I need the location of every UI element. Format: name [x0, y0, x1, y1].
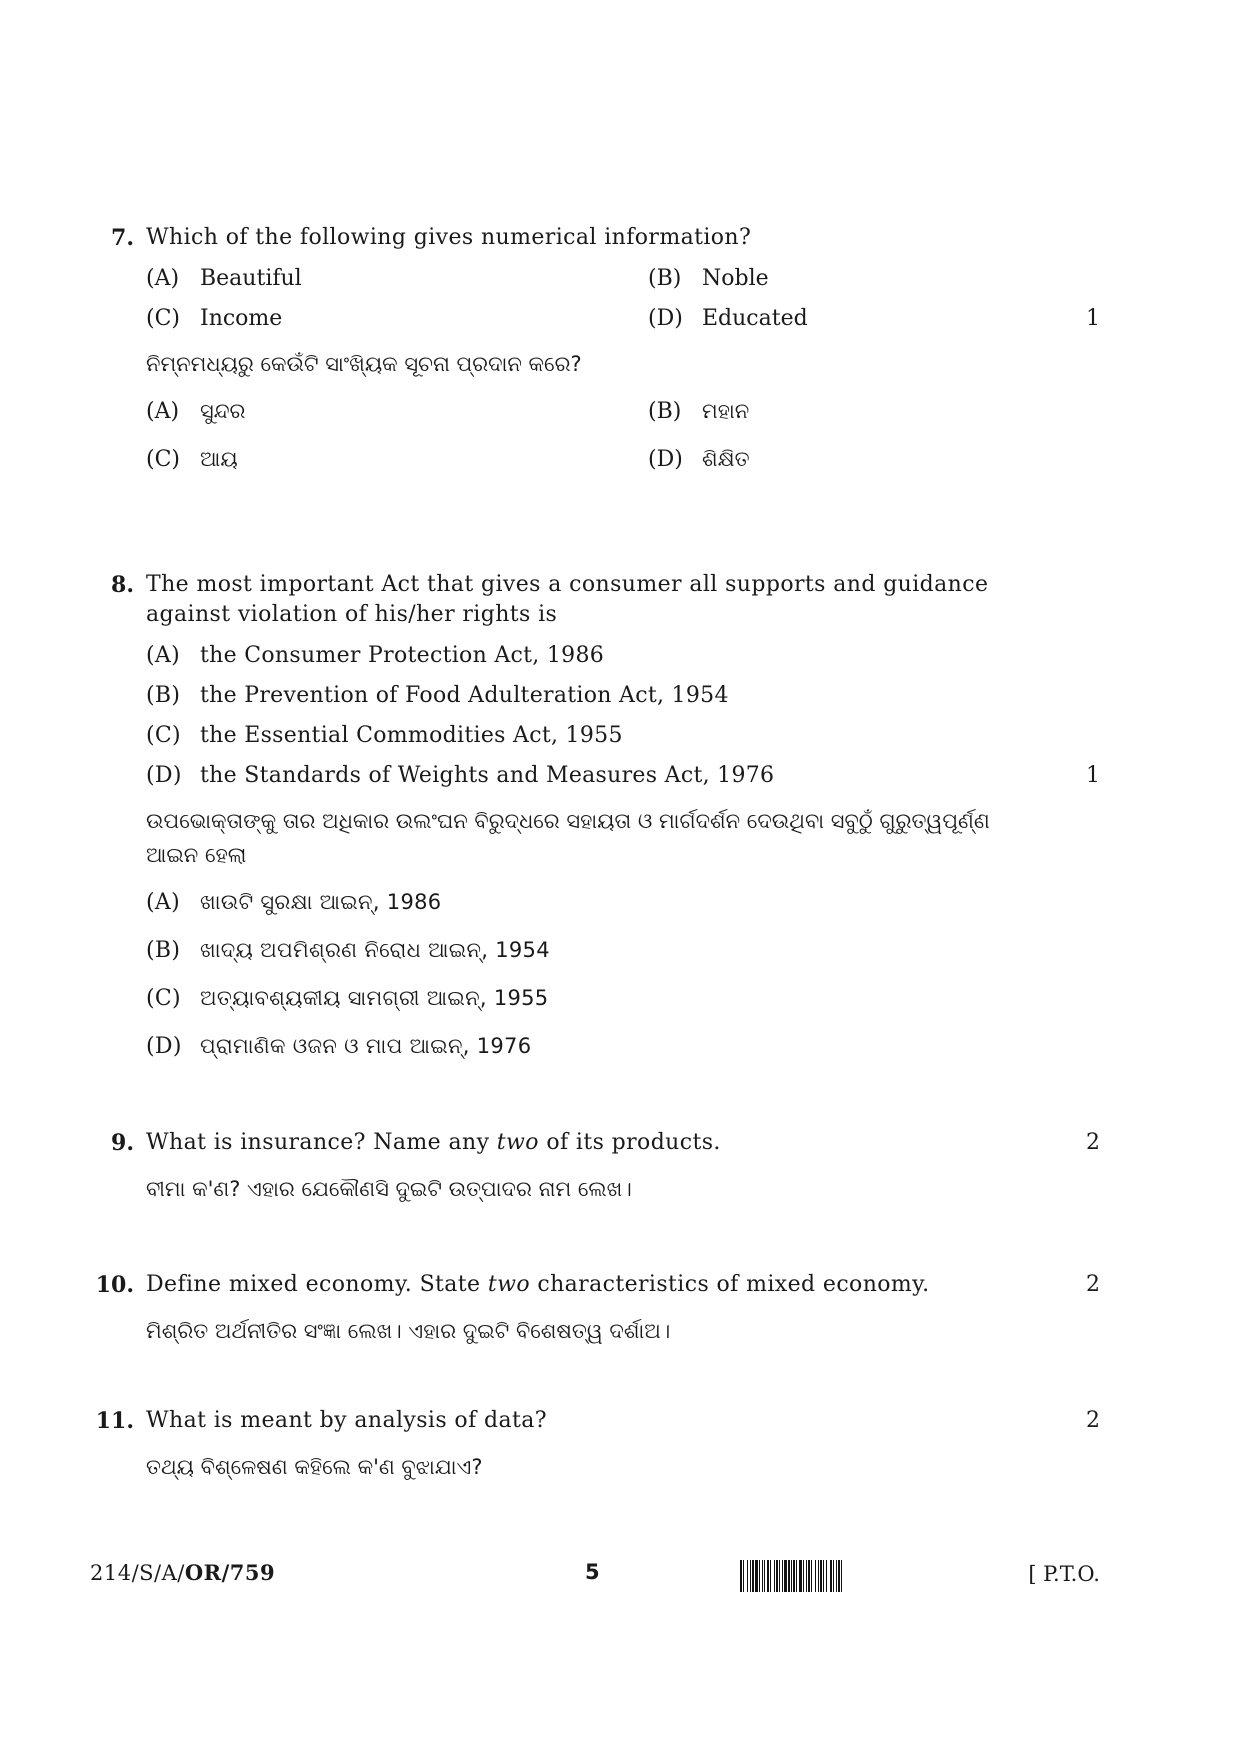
- option-b-or: (B) ମହାନ: [648, 399, 750, 424]
- marks: 2: [1086, 1130, 1100, 1155]
- question-number: 10.: [95, 1272, 134, 1298]
- question-8: [90, 570, 1100, 1070]
- option-d: (D) the Standards of Weights and Measures Act, 1976: [146, 763, 775, 788]
- question-9: [90, 1128, 1100, 1212]
- option-a: (A) the Consumer Protection Act, 1986: [146, 643, 605, 668]
- option-c-or: (C) ଆୟ: [146, 447, 238, 472]
- option-b: (B) Noble: [648, 266, 769, 291]
- marks: 1: [1086, 306, 1100, 331]
- option-a-or: (A) ସୁନ୍ଦର: [146, 399, 246, 424]
- option-a-or: (A) ଖାଉଟି ସୁରକ୍ଷା ଆଇନ୍, 1986: [146, 890, 442, 915]
- question-text-en: Which of the following gives numerical information?: [146, 225, 752, 250]
- barcode-bar: [842, 1560, 844, 1592]
- option-d-or: (D) ପ୍ରାମାଣିକ ଓଜନ ଓ ମାପ ଆଇନ୍, 1976: [146, 1034, 532, 1059]
- barcode-icon: [740, 1560, 988, 1592]
- question-text-en: Define mixed economy. State two characteristics of mixed economy.: [146, 1272, 930, 1297]
- option-c: (C) Income: [146, 306, 283, 331]
- question-text-en: The most important Act that gives a consumer all supports and guidance against violation of his/her rights is: [146, 572, 989, 627]
- question-text-or: ମିଶ୍ରିତ ଅର୍ଥନୀତିର ସଂଜ୍ଞା ଲେଖ। ଏହାର ଦୁଇଟି ବିଶେଷତ୍ୱ ଦର୍ଶାଅ।: [146, 1319, 671, 1343]
- question-text-or: ତଥ୍ୟ ବିଶ୍ଳେଷଣ କହିଲେ କ'ଣ ବୁଝାଯାଏ?: [146, 1455, 483, 1479]
- question-number: 7.: [111, 225, 134, 251]
- question-text-en: What is insurance? Name any two of its products.: [146, 1130, 721, 1155]
- pto-label: [ P.T.O.: [1028, 1562, 1100, 1586]
- option-d: (D) Educated: [648, 306, 808, 331]
- question-10: [90, 1270, 1100, 1354]
- option-b: (B) the Prevention of Food Adulteration Act, 1954: [146, 683, 729, 708]
- question-number: 8.: [111, 572, 134, 598]
- option-d-or: (D) ଶିକ୍ଷିତ: [648, 447, 750, 472]
- question-7: [90, 223, 1100, 483]
- question-text-or: ନିମ୍ନମଧ୍ୟରୁ କେଉଁଟି ସାଂଖ୍ୟିକ ସୂଚନା ପ୍ରଦାନ କରେ?: [146, 352, 582, 376]
- marks: 2: [1086, 1408, 1100, 1433]
- option-a: (A) Beautiful: [146, 266, 302, 291]
- paper-code: 214/S/A/OR/759: [90, 1560, 276, 1585]
- marks: 2: [1086, 1272, 1100, 1297]
- option-c-or: (C) ଅତ୍ୟାବଶ୍ୟକୀୟ ସାମଗ୍ରୀ ଆଇନ୍, 1955: [146, 986, 549, 1011]
- page-number: 5: [585, 1560, 600, 1584]
- question-text-en: What is meant by analysis of data?: [146, 1408, 547, 1433]
- marks: 1: [1086, 763, 1100, 788]
- question-text-or: ଉପଭୋକ୍ତାଙ୍କୁ ତାର ଅଧିକାର ଉଲଂଘନ ବିରୁଦ୍ଧରେ ସହାୟତା ଓ ମାର୍ଗଦର୍ଶନ ଦେଉଥିବା ସବୁଠୁଁ ଗୁରୁତ୍ୱପୂର୍ଣ୍ଣ ଆଇନ ହେଲା: [146, 809, 990, 867]
- question-text-or: ବୀମା କ'ଣ? ଏହାର ଯେକୌଣସି ଦୁଇଟି ଉତ୍ପାଦର ନାମ ଲେଖ।: [146, 1177, 632, 1201]
- question-number: 11.: [95, 1408, 134, 1434]
- option-c: (C) the Essential Commodities Act, 1955: [146, 723, 623, 748]
- option-b-or: (B) ଖାଦ୍ୟ ଅପମିଶ୍ରଣ ନିରୋଧ ଆଇନ୍, 1954: [146, 938, 550, 963]
- question-number: 9.: [111, 1130, 134, 1156]
- question-11: [90, 1406, 1100, 1490]
- page-footer: [90, 1560, 1100, 1600]
